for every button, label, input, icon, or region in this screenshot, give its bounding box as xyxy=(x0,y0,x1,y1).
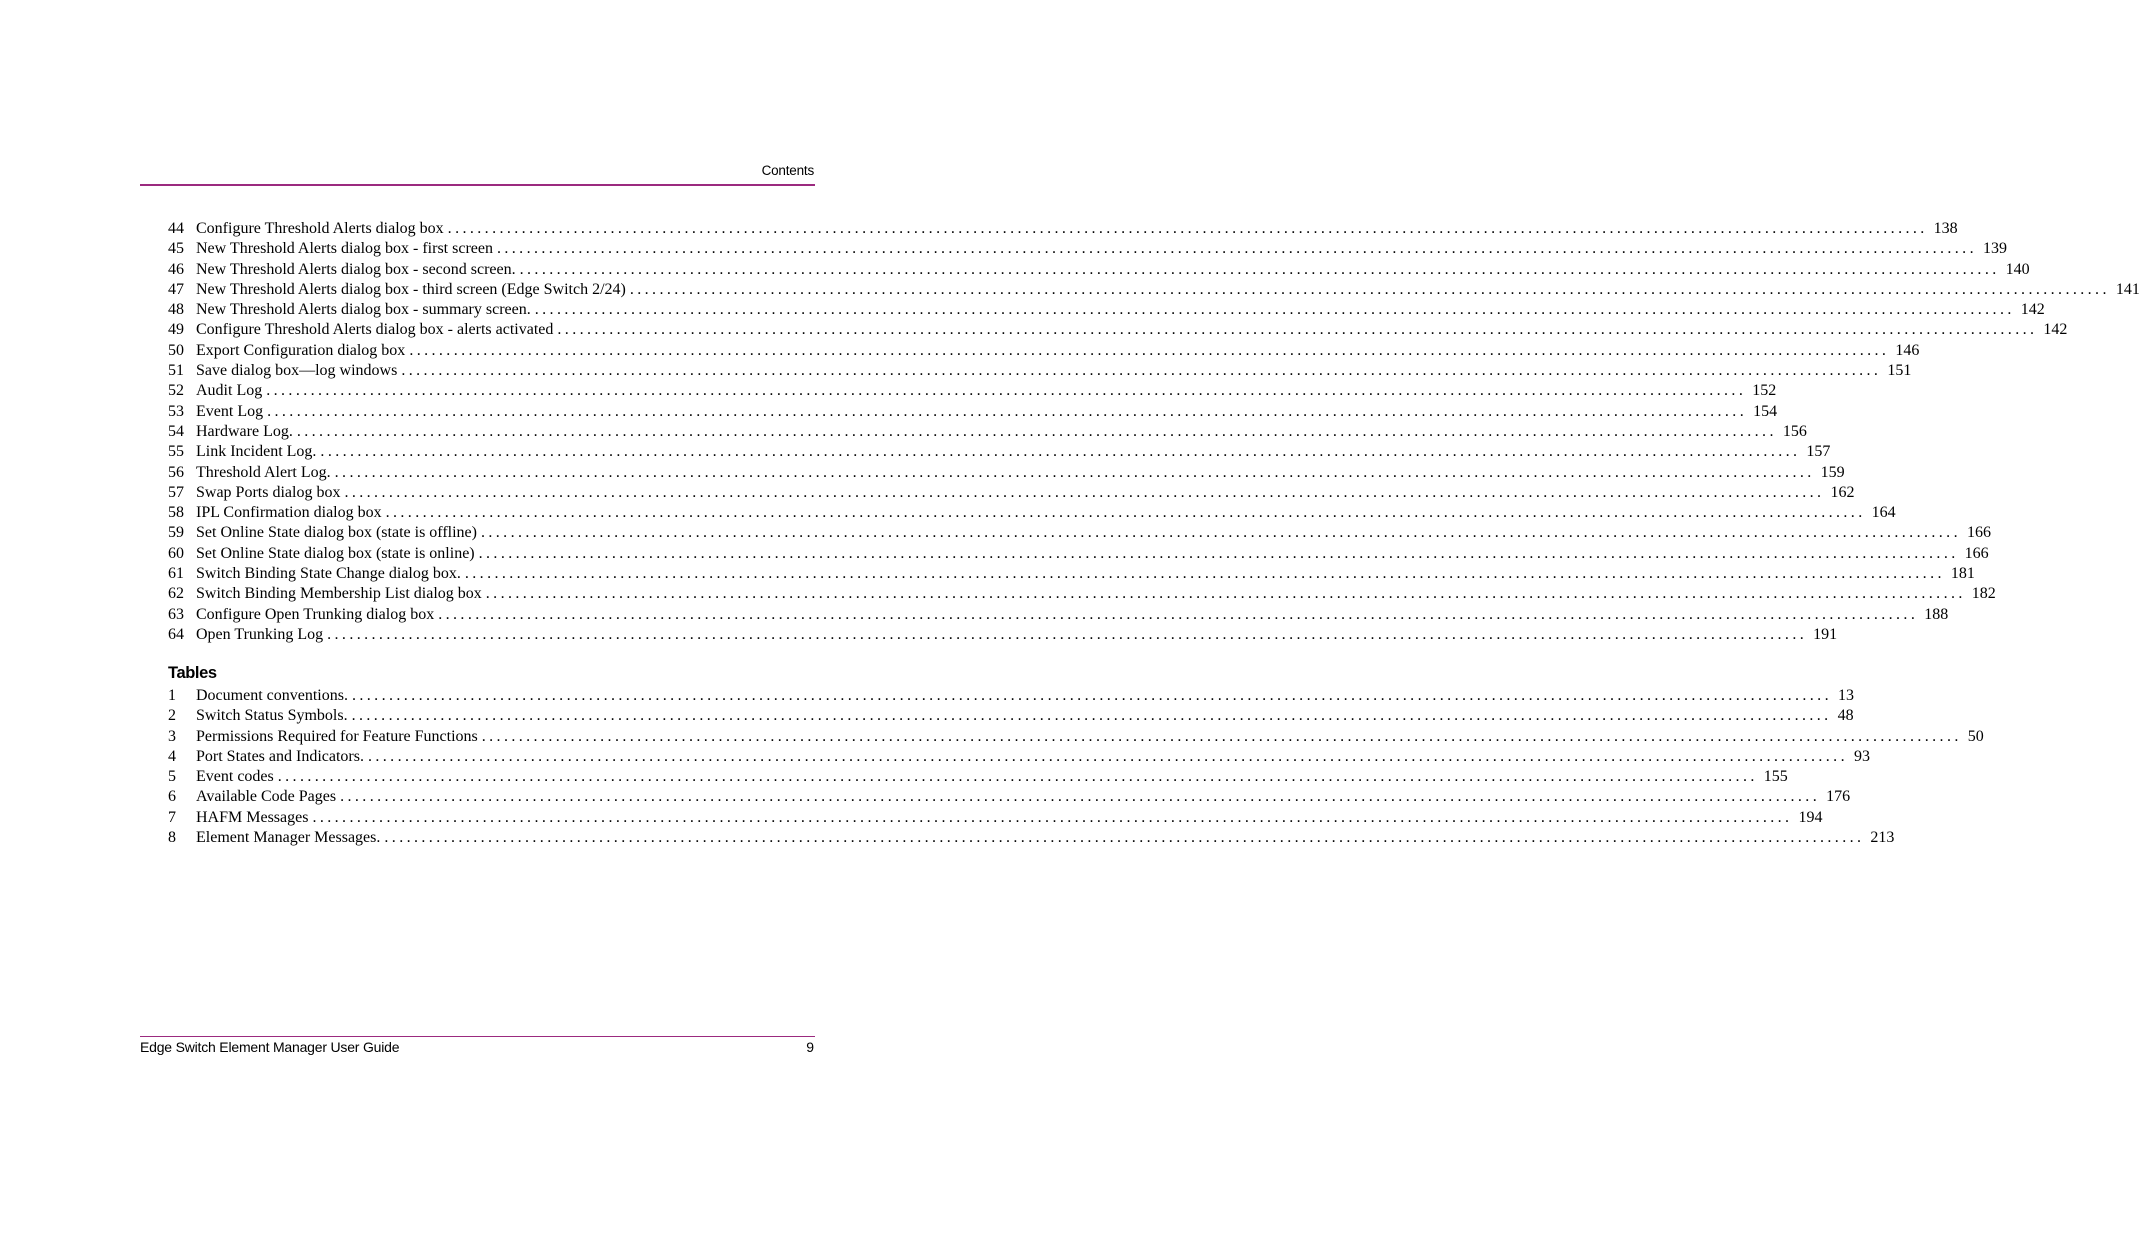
table-number: 6 xyxy=(168,788,176,806)
header-section-label: Contents xyxy=(761,163,814,178)
figures-list xyxy=(168,219,2140,645)
figure-title: Switch Binding State Change dialog box. xyxy=(196,565,461,583)
figure-title: Set Online State dialog box (state is offline) xyxy=(196,524,477,542)
figure-number: 57 xyxy=(168,483,184,501)
figure-number: 54 xyxy=(168,422,184,440)
table-title: Port States and Indicators. xyxy=(196,747,364,765)
figure-title: New Threshold Alerts dialog box - first screen xyxy=(196,240,493,258)
figure-title: Open Trunking Log xyxy=(196,625,324,643)
figure-number: 49 xyxy=(168,321,184,339)
figure-number: 53 xyxy=(168,402,184,420)
figure-page-number: 166 xyxy=(1964,544,1989,562)
figure-entry[interactable] xyxy=(168,422,1807,442)
dot-leader: ........................................................................................................................................................................................................ xyxy=(478,544,1959,562)
figure-entry[interactable] xyxy=(168,625,1838,645)
figure-number: 51 xyxy=(168,362,184,380)
dot-leader: ........................................................................................................................................................................................................ xyxy=(277,768,1758,786)
tables-list xyxy=(168,686,1984,848)
dot-leader: ........................................................................................................................................................................................................ xyxy=(496,240,1977,258)
figure-title: New Threshold Alerts dialog box - third screen (Edge Switch 2/24) xyxy=(196,280,626,298)
figure-title: Export Configuration dialog box xyxy=(196,341,406,359)
figure-title: Swap Ports dialog box xyxy=(196,483,341,501)
table-page-number: 176 xyxy=(1826,788,1851,806)
table-page-number: 155 xyxy=(1763,768,1788,786)
figure-page-number: 142 xyxy=(2043,321,2068,339)
dot-leader: ........................................................................................................................................................................................................ xyxy=(312,808,1793,826)
figure-entry[interactable] xyxy=(168,280,2140,300)
figure-number: 64 xyxy=(168,625,184,643)
figure-page-number: 139 xyxy=(1982,240,2007,258)
figure-page-number: 142 xyxy=(2020,301,2045,319)
figure-entry[interactable] xyxy=(168,239,2007,259)
figure-title: New Threshold Alerts dialog box - second screen. xyxy=(196,260,516,278)
table-number: 3 xyxy=(168,727,176,745)
figure-page-number: 151 xyxy=(1887,362,1912,380)
table-title: Event codes xyxy=(196,768,274,786)
figure-page-number: 164 xyxy=(1871,504,1896,522)
table-number: 4 xyxy=(168,747,176,765)
dot-leader: ........................................................................................................................................................................................................ xyxy=(438,605,1919,623)
figure-page-number: 154 xyxy=(1753,402,1778,420)
footer-document-title: Edge Switch Element Manager User Guide xyxy=(140,1039,400,1055)
footer-page-number: 9 xyxy=(806,1039,814,1055)
header-rule xyxy=(140,184,815,186)
figure-number: 52 xyxy=(168,382,184,400)
table-entry[interactable] xyxy=(168,686,1854,706)
footer-rule xyxy=(140,1036,815,1037)
table-number: 7 xyxy=(168,808,176,826)
dot-leader: ........................................................................................................................................................................................................ xyxy=(340,788,1821,806)
table-title: Element Manager Messages. xyxy=(196,829,381,847)
figure-entry[interactable] xyxy=(168,381,1777,401)
figure-title: Threshold Alert Log. xyxy=(196,463,331,481)
figure-number: 48 xyxy=(168,301,184,319)
figure-entry[interactable] xyxy=(168,320,2068,340)
dot-leader: ........................................................................................................................................................................................................ xyxy=(384,829,1865,847)
dot-leader: ........................................................................................................................................................................................................ xyxy=(351,707,1832,725)
figure-number: 58 xyxy=(168,504,184,522)
figure-page-number: 156 xyxy=(1782,422,1807,440)
figure-title: New Threshold Alerts dialog box - summary screen. xyxy=(196,301,531,319)
dot-leader: ........................................................................................................................................................................................................ xyxy=(385,504,1866,522)
figure-entry[interactable] xyxy=(168,219,1958,239)
table-entry[interactable] xyxy=(168,747,1870,767)
dot-leader: ........................................................................................................................................................................................................ xyxy=(519,260,2000,278)
table-entry[interactable] xyxy=(168,808,1823,828)
table-title: Switch Status Symbols. xyxy=(196,707,348,725)
figure-title: Audit Log xyxy=(196,382,263,400)
table-title: Document conventions. xyxy=(196,687,348,704)
dot-leader: ........................................................................................................................................................................................................ xyxy=(557,321,2038,339)
table-entry[interactable] xyxy=(168,828,1895,848)
figure-page-number: 157 xyxy=(1806,443,1831,461)
table-page-number: 13 xyxy=(1837,687,1854,704)
dot-leader: ........................................................................................................................................................................................................ xyxy=(367,747,1848,765)
dot-leader: ........................................................................................................................................................................................................ xyxy=(409,341,1890,359)
figure-page-number: 188 xyxy=(1924,605,1949,623)
figure-page-number: 182 xyxy=(1971,585,1996,603)
dot-leader: ........................................................................................................................................................................................................ xyxy=(296,422,1777,440)
table-title: Available Code Pages xyxy=(196,788,337,806)
dot-leader: ........................................................................................................................................................................................................ xyxy=(344,483,1825,501)
figure-entry[interactable] xyxy=(168,300,2045,320)
figure-page-number: 140 xyxy=(2005,260,2030,278)
figure-number: 47 xyxy=(168,280,184,298)
figure-entry[interactable] xyxy=(168,361,1912,381)
figure-page-number: 152 xyxy=(1752,382,1777,400)
dot-leader: ........................................................................................................................................................................................................ xyxy=(447,220,1928,237)
figure-number: 59 xyxy=(168,524,184,542)
figure-page-number: 146 xyxy=(1895,341,1920,359)
figure-entry[interactable] xyxy=(168,341,1920,361)
table-number: 2 xyxy=(168,707,176,725)
figure-entry[interactable] xyxy=(168,483,1855,503)
tables-heading: Tables xyxy=(168,664,217,682)
figure-entry[interactable] xyxy=(168,260,2030,280)
table-number: 8 xyxy=(168,829,176,847)
dot-leader: ........................................................................................................................................................................................................ xyxy=(481,727,1962,745)
figure-page-number: 162 xyxy=(1830,483,1855,501)
figure-number: 62 xyxy=(168,585,184,603)
dot-leader: ........................................................................................................................................................................................................ xyxy=(327,625,1808,643)
figure-page-number: 181 xyxy=(1950,565,1975,583)
table-number: 5 xyxy=(168,768,176,786)
dot-leader: ........................................................................................................................................................................................................ xyxy=(534,301,2015,319)
dot-leader: ........................................................................................................................................................................................................ xyxy=(485,585,1966,603)
figure-entry[interactable] xyxy=(168,605,1949,625)
figure-entry[interactable] xyxy=(168,402,1778,422)
dot-leader: ........................................................................................................................................................................................................ xyxy=(334,463,1815,481)
dot-leader: ........................................................................................................................................................................................................ xyxy=(351,687,1832,704)
dot-leader: ........................................................................................................................................................................................................ xyxy=(629,280,2110,298)
table-entry[interactable] xyxy=(168,706,1854,726)
table-page-number: 194 xyxy=(1798,808,1823,826)
table-entry[interactable] xyxy=(168,787,1851,807)
figure-entry[interactable] xyxy=(168,544,1989,564)
figure-entry[interactable] xyxy=(168,564,1975,584)
figure-title: Save dialog box—log windows xyxy=(196,362,398,380)
dot-leader: ........................................................................................................................................................................................................ xyxy=(480,524,1961,542)
figure-title: Event Log xyxy=(196,402,264,420)
figure-title: Link Incident Log. xyxy=(196,443,317,461)
table-page-number: 48 xyxy=(1837,707,1854,725)
figure-number: 55 xyxy=(168,443,184,461)
figure-page-number: 159 xyxy=(1820,463,1845,481)
dot-leader: ........................................................................................................................................................................................................ xyxy=(464,565,1945,583)
figure-number: 46 xyxy=(168,260,184,278)
table-entry[interactable] xyxy=(168,727,1984,747)
figure-page-number: 191 xyxy=(1813,625,1838,643)
figure-number: 61 xyxy=(168,565,184,583)
table-page-number: 93 xyxy=(1853,747,1870,765)
figure-number: 63 xyxy=(168,605,184,623)
figure-title: Switch Binding Membership List dialog box xyxy=(196,585,482,603)
figure-entry[interactable] xyxy=(168,523,1991,543)
figure-entry[interactable] xyxy=(168,463,1845,483)
table-number: 1 xyxy=(168,687,176,704)
figure-number: 56 xyxy=(168,463,184,481)
dot-leader: ........................................................................................................................................................................................................ xyxy=(320,443,1801,461)
figure-entry[interactable] xyxy=(168,584,1996,604)
table-page-number: 50 xyxy=(1967,727,1984,745)
dot-leader: ........................................................................................................................................................................................................ xyxy=(401,362,1882,380)
figure-title: Set Online State dialog box (state is online) xyxy=(196,544,475,562)
figure-page-number: 166 xyxy=(1966,524,1991,542)
figure-entry[interactable] xyxy=(168,503,1896,523)
table-title: Permissions Required for Feature Functions xyxy=(196,727,478,745)
figure-title: Configure Threshold Alerts dialog box - alerts activated xyxy=(196,321,554,339)
figure-title: Configure Open Trunking dialog box xyxy=(196,605,435,623)
table-title: HAFM Messages xyxy=(196,808,309,826)
figure-number: 50 xyxy=(168,341,184,359)
dot-leader: ........................................................................................................................................................................................................ xyxy=(267,402,1748,420)
figure-number: 44 xyxy=(168,220,184,237)
figure-number: 60 xyxy=(168,544,184,562)
figure-number: 45 xyxy=(168,240,184,258)
table-page-number: 213 xyxy=(1870,829,1895,847)
figure-entry[interactable] xyxy=(168,442,1831,462)
figure-title: Configure Threshold Alerts dialog box xyxy=(196,220,444,237)
figure-title: Hardware Log. xyxy=(196,422,293,440)
figure-page-number: 141 xyxy=(2115,280,2140,298)
figure-page-number: 138 xyxy=(1933,220,1958,237)
dot-leader: ........................................................................................................................................................................................................ xyxy=(266,382,1747,400)
table-entry[interactable] xyxy=(168,767,1788,787)
figure-title: IPL Confirmation dialog box xyxy=(196,504,382,522)
